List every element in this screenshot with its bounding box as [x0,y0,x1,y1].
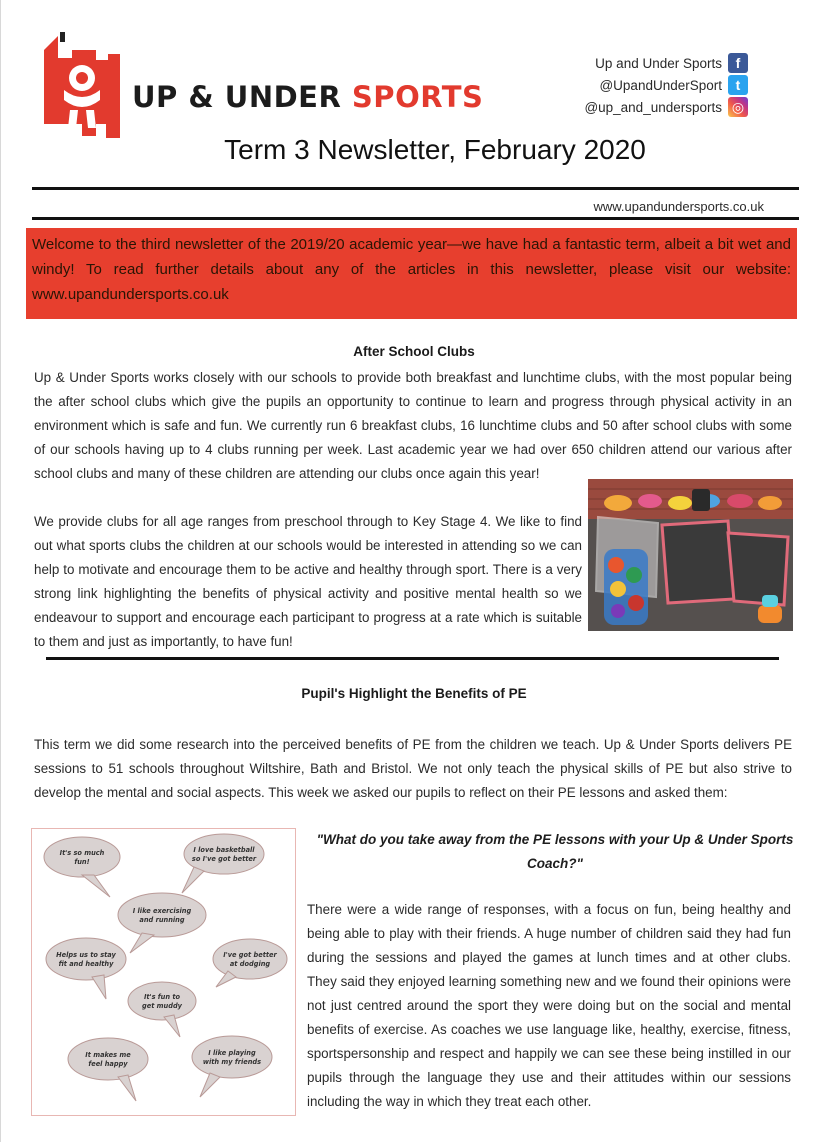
speech-bubbles-svg [32,829,294,1114]
social-instagram[interactable] [584,96,748,118]
speech-bubble-tail [118,1075,136,1101]
after-school-paragraph-2: We provide clubs for all age ranges from preschool through to Key Stage 4. We like to find out what sports clubs the children at our schools would be interested in attending so we can help to motivate and encourage them to be active and healthy through sport. There is a very strong link highlighting the benefits of physical activity and positive mental health so we endeavour to support and encourage each participant to progress at a rate which is suitable to them and just as importantly, to have fun! [34,514,582,649]
pe-benefits-title: Pupil's Highlight the Benefits of PE [301,686,527,701]
speech-bubble-tail [82,875,110,897]
social-links [584,52,748,118]
header-rule-top [32,187,799,190]
speech-bubble-tail [92,975,106,999]
brand-name-part2: SPORTS [351,80,484,114]
facebook-icon: f [728,53,748,73]
website-link[interactable]: www.upandundersports.co.uk [593,199,764,214]
brand-name [132,80,483,114]
bubble-text: It's fun to [143,993,181,1001]
sports-equipment-photo [588,479,793,631]
pe-question-quote: "What do you take away from the PE lessons with your Up & Under Sports Coach?" [316,832,794,871]
social-facebook-text: Up and Under Sports [595,55,722,71]
speech-bubble-shape [128,982,196,1020]
header-rule-bottom [32,217,799,220]
bubble-text: It's so much [59,849,105,857]
speech-bubble-shape [118,893,206,937]
bubble-text: with my friends [202,1058,262,1066]
twitter-icon: t [728,75,748,95]
bubble-text: It makes me [85,1051,131,1059]
brand-name-part1: UP & UNDER [132,80,352,114]
bubble-text: feel happy [88,1060,128,1068]
bubble-text: get muddy [142,1002,182,1010]
welcome-banner: Welcome to the third newsletter of the 2019/20 academic year—we have had a fantastic term, albeit a bit wet and windy! To read further details about any of the articles in this newsletter, please visit our website: www.upandundersports.co.uk [26,228,797,319]
bubble-text: I like exercising [132,907,192,915]
speech-bubble-shape [213,939,287,979]
social-instagram-text: @up_and_undersports [584,99,722,115]
speech-bubble-tail [130,933,154,953]
page-edge [0,0,1,1142]
pe-paragraph-1: This term we did some research into the perceived benefits of PE from the children we teach. Up & Under Sports delivers PE sessions to 51 schools throughout Wiltshire, Bath and Bristol. We not only teach the physical skills of PE but also strive to develop the mental and social aspects. This week we asked our pupils to reflect on their PE lessons and asked them: [34,737,792,800]
speech-bubble-tail [182,867,204,893]
bubble-text: fit and healthy [58,960,114,968]
instagram-icon: ◎ [728,97,748,117]
bubble-text: I've got better [223,951,277,959]
speech-bubble-shape [44,837,120,877]
bubble-text: fun! [74,858,90,866]
pupil-quotes-graphic [31,828,296,1116]
speech-bubble-shape [46,938,126,980]
after-school-paragraph-1: Up & Under Sports works closely with our schools to provide both breakfast and lunchtime clubs, with the most popular being the after school clubs which give the pupils an opportunity to continue to learn and progress through physical activity in an environment which is safe and fun. We currently run 6 breakfast clubs, 16 lunchtime clubs and 50 after school clubs with some of our schools having up to 4 clubs running per week. Last academic year we had over 650 children attend our various after school clubs and many of these children are attending our clubs once again this year! [34,370,792,481]
social-twitter[interactable] [584,74,748,96]
pe-paragraph-2: There were a wide range of responses, with a focus on fun, being healthy and being able to play with their friends. A huge number of children said they had fun during the sessions and played the games at lunch times and at other clubs. They said they enjoyed learning something new and we found their opinions were not just centred around the sport they were doing but on the social and mental benefits of exercise. As coaches we use language like, healthy, exercise, fitness, sportspersonship and respect and happily we can see these being instilled in our pupils through the language they use and their attitudes within our sessions including the way in which they treat each other. [307,902,791,1109]
speech-bubble-shape [68,1038,148,1080]
social-facebook[interactable] [584,52,748,74]
bubble-text: I love basketball [193,846,255,854]
bubble-text: and running [139,916,185,924]
bubble-text: Helps us to stay [56,951,116,959]
after-school-title: After School Clubs [353,344,475,359]
section-divider [46,657,779,660]
bubble-text: so I've got better [191,855,257,863]
social-twitter-text: @UpandUnderSport [599,77,722,93]
newsletter-title: Term 3 Newsletter, February 2020 [224,134,646,165]
speech-bubble-shape [192,1036,272,1078]
speech-bubble-tail [200,1073,220,1097]
bubble-text: I like playing [208,1049,256,1057]
up-and-under-logo [36,28,126,150]
bubble-text: at dodging [229,960,271,968]
